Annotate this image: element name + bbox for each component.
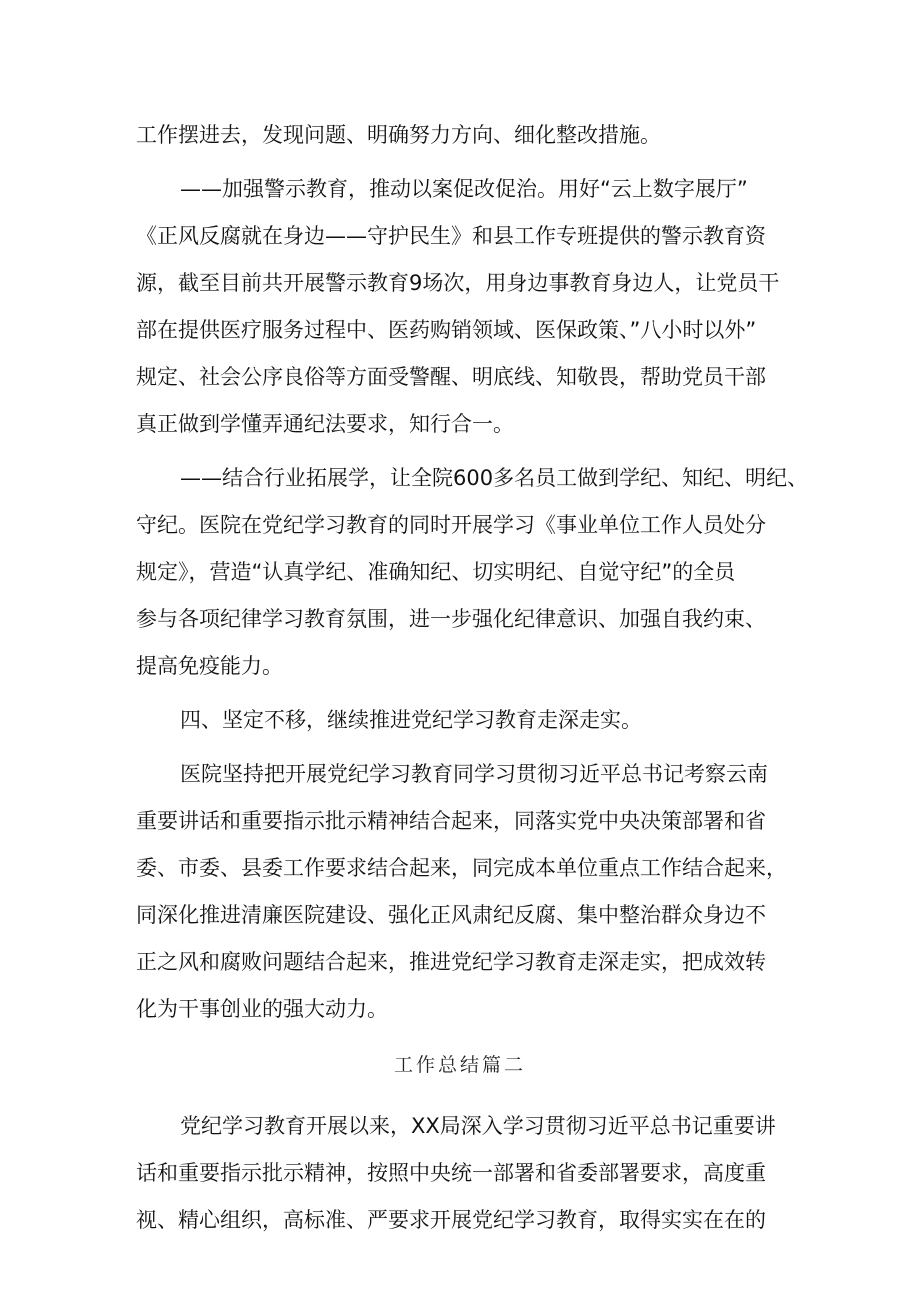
paragraph-line: 参与各项纪律学习教育氛围，进一步强化纪律意识、加强自我约束、 [136,607,766,631]
paragraph-line: 工作摆进去，发现问题、明确努力方向、细化整改措施。 [136,123,661,147]
section-title: 工作总结篇二 [393,1054,526,1076]
paragraph-line: 重要讲话和重要指示批示精神结合起来，同落实党中央决策部署和省 [136,809,766,833]
paragraph-line: 化为干事创业的强大动力。 [136,997,388,1021]
paragraph-line: 《正风反腐就在身边——守护民生》和县工作专班提供的警示教育资 [136,224,766,248]
paragraph-line: 提高免疫能力。 [136,654,283,678]
paragraph-line: 源，截至目前共开展警示教育9场次，用身边事教育身边人，让党员干 [136,271,780,295]
paragraph-line: 守纪。医院在党纪学习教育的同时开展学习《事业单位工作人员处分 [136,513,766,537]
paragraph-line: 党纪学习教育开展以来，XX局深入学习贯彻习近平总书记重要讲 [180,1114,776,1138]
paragraph-line: 同深化推进清廉医院建设、强化正风肃纪反腐、集中整治群众身边不 [136,903,766,927]
paragraph-line: 视、精心组织，高标准、严要求开展党纪学习教育，取得实实在在的 [136,1208,766,1232]
paragraph-line: 真正做到学懂弄通纪法要求，知行合一。 [136,412,514,436]
paragraph-line: 部在提供医疗服务过程中、医药购销领域、医保政策、”八小时以外” [136,318,757,342]
paragraph-line: 规定》，营造“认真学纪、准确知纪、切实明纪、自觉守纪”的全员 [136,560,736,584]
paragraph-line: 话和重要指示批示精神，按照中央统一部署和省委部署要求，高度重 [136,1161,766,1185]
paragraph-line: ——结合行业拓展学，让全院600多名员工做到学纪、知纪、明纪、 [180,466,809,490]
paragraph-line: 正之风和腐败问题结合起来，推进党纪学习教育走深走实，把成效转 [136,950,766,974]
paragraph-line: 规定、社会公序良俗等方面受警醒、明底线、知敬畏，帮助党员干部 [136,365,766,389]
paragraph-line: 医院坚持把开展党纪学习教育同学习贯彻习近平总书记考察云南 [180,762,768,786]
paragraph-line: ——加强警示教育，推动以案促改促治。用好“云上数字展厅” [180,177,748,201]
section-heading: 四、坚定不移，继续推进党纪学习教育走深走实。 [180,708,642,732]
paragraph-line: 委、市委、县委工作要求结合起来，同完成本单位重点工作结合起来， [136,856,787,880]
